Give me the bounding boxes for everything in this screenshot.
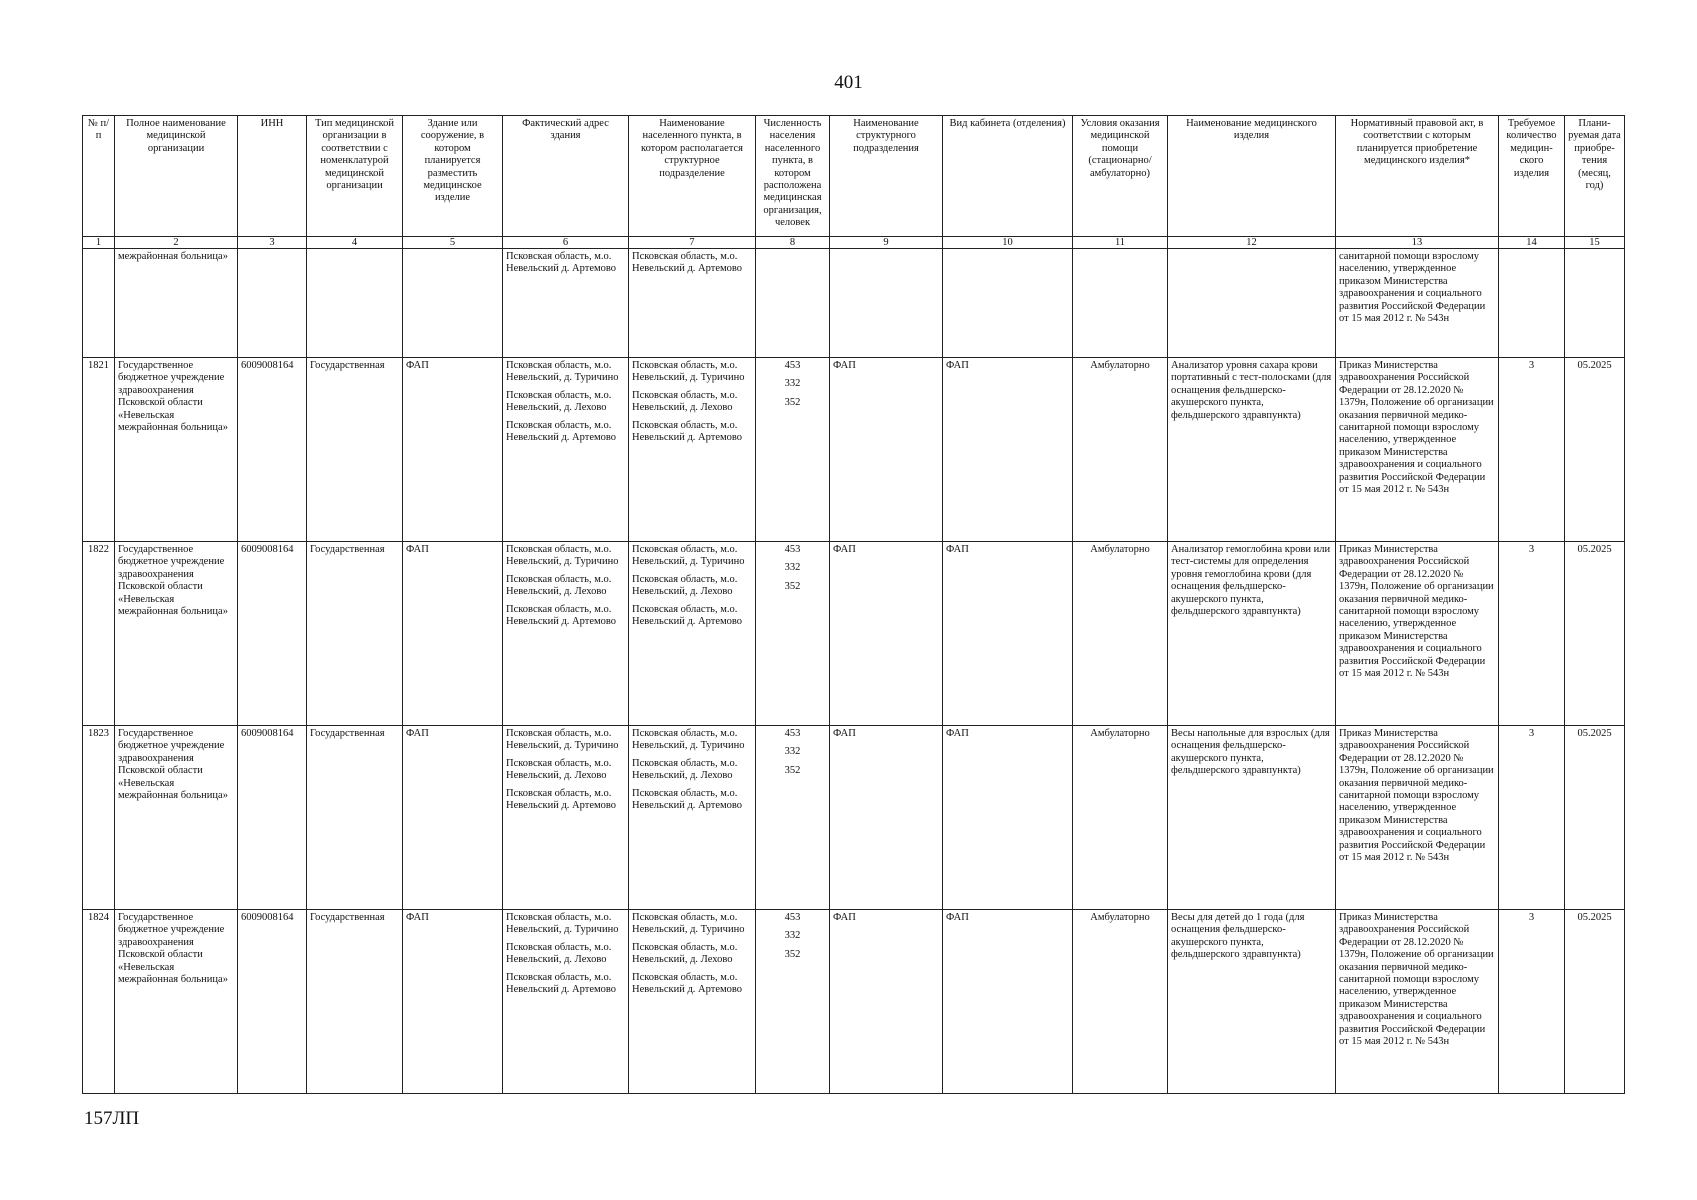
cell-cabinet [943,249,1073,358]
locality-line: Псковская область, м.о. Невельский, д. Туричино [632,544,745,568]
cell-num [83,249,115,358]
column-number: 6 [503,237,629,249]
locality-line: Псковская область, м.о. Невельский, д. Лехово [632,941,738,966]
cell-org: Государственное бюджетное учреждение здравоохранения Псковской области «Невельская межрайонная больница» [115,726,238,910]
page-number: 401 [834,72,863,93]
cell-type: Государственная [307,910,403,1094]
address-line: Псковская область, м.о. Невельский, д. Лехово [506,757,612,782]
column-number-row [83,237,1625,249]
cell-building: ФАП [403,910,503,1094]
address-line: Псковская область, м.о. Невельский д. Артемово [506,419,617,444]
column-header: Плани-руемая дата приобре-тения (месяц, год) [1565,116,1625,237]
cell-locality [629,542,756,726]
locality-line: Псковская область, м.о. Невельский, д. Туричино [632,360,745,384]
column-header: Фактический адрес здания [503,116,629,237]
population-value: 453 [784,728,801,739]
address-line: Псковская область, м.о. Невельский, д. Туричино [506,728,619,752]
cell-address [503,542,629,726]
locality-line: Псковская область, м.о. Невельский д. Артемово [632,971,743,996]
cell-num: 1821 [83,358,115,542]
population-value: 352 [784,948,801,960]
column-header: Наименование населенного пункта, в котором располагается структурное подразделение [629,116,756,237]
address-line: Псковская область, м.о. Невельский д. Артемово [506,787,617,812]
column-number: 10 [943,237,1073,249]
column-header: № п/п [83,116,115,237]
cell-population [756,910,830,1094]
cell-date [1565,249,1625,358]
address-line: Псковская область, м.о. Невельский, д. Туричино [506,360,619,384]
cell-date: 05.2025 [1565,910,1625,1094]
cell-qty: 3 [1499,358,1565,542]
population-value: 332 [784,378,801,390]
column-header: Нормативный правовой акт, в соответствии с которым планируется приобретение медицинского изделия* [1336,116,1499,237]
column-header: Наименование структурного подразделения [830,116,943,237]
cell-type: Государственная [307,542,403,726]
address-line: Псковская область, м.о. Невельский д. Артемово [506,971,617,996]
column-header: Вид кабинета (отделения) [943,116,1073,237]
cell-date: 05.2025 [1565,726,1625,910]
table-row [83,726,1625,910]
locality-line: Псковская область, м.о. Невельский, д. Туричино [632,912,745,936]
cell-population [756,542,830,726]
cell-num: 1824 [83,910,115,1094]
cell-inn [238,249,307,358]
cell-conditions: Амбулаторно [1073,542,1168,726]
address-line: Псковская область, м.о. Невельский, д. Туричино [506,544,619,568]
cell-subdivision: ФАП [830,358,943,542]
cell-org: межрайонная больница» [115,249,238,358]
locality-line: Псковская область, м.о. Невельский, д. Лехово [632,757,738,782]
column-number: 4 [307,237,403,249]
cell-address [503,726,629,910]
cell-act: Приказ Министерства здравоохранения Российской Федерации от 28.12.2020 № 1379н, Положение об организации оказания первичной медико-санитарной помощи взрослому населению, утвержденное приказом Министерства здравоохранения и социального развития Российской Федерации от 15 мая 2012 г. № 543н [1336,358,1499,542]
cell-act: санитарной помощи взрослому населению, утвержденное приказом Министерства здравоохранения и социального развития Российской Федерации от 15 мая 2012 г. № 543н [1336,249,1499,358]
cell-building [403,249,503,358]
header-row [83,116,1625,237]
cell-cabinet: ФАП [943,910,1073,1094]
address-line: Псковская область, м.о. Невельский, д. Туричино [506,912,619,936]
table-row [83,542,1625,726]
cell-qty: 3 [1499,726,1565,910]
equipment-registry-table [82,115,1625,1094]
column-number: 9 [830,237,943,249]
population-value: 332 [784,562,801,574]
column-header: ИНН [238,116,307,237]
cell-cabinet: ФАП [943,542,1073,726]
column-number: 13 [1336,237,1499,249]
cell-num: 1823 [83,726,115,910]
population-value: 352 [784,580,801,592]
column-header: Требуемое количество медицин-ского изделия [1499,116,1565,237]
cell-date: 05.2025 [1565,358,1625,542]
cell-subdivision: ФАП [830,910,943,1094]
cell-locality [629,726,756,910]
cell-address [503,358,629,542]
address-line: Псковская область, м.о. Невельский, д. Лехово [506,389,612,414]
column-header: Численность населения населенного пункта, в котором расположена медицинская организация, человек [756,116,830,237]
population-value: 352 [784,396,801,408]
cell-address: Псковская область, м.о. Невельский д. Артемово [503,249,629,358]
population-value: 453 [784,912,801,923]
column-header: Полное наименование медицинской организации [115,116,238,237]
cell-qty: 3 [1499,910,1565,1094]
population-value: 332 [784,930,801,942]
cell-building: ФАП [403,726,503,910]
locality-line: Псковская область, м.о. Невельский, д. Туричино [632,728,745,752]
table-row [83,358,1625,542]
cell-act: Приказ Министерства здравоохранения Российской Федерации от 28.12.2020 № 1379н, Положение об организации оказания первичной медико-санитарной помощи взрослому населению, утвержденное приказом Министерства здравоохранения и социального развития Российской Федерации от 15 мая 2012 г. № 543н [1336,910,1499,1094]
cell-building: ФАП [403,542,503,726]
column-number: 11 [1073,237,1168,249]
column-number: 14 [1499,237,1565,249]
column-number: 12 [1168,237,1336,249]
cell-date: 05.2025 [1565,542,1625,726]
cell-conditions: Амбулаторно [1073,910,1168,1094]
cell-type: Государственная [307,726,403,910]
cell-conditions: Амбулаторно [1073,358,1168,542]
column-number: 2 [115,237,238,249]
cell-inn: 6009008164 [238,542,307,726]
cell-subdivision: ФАП [830,726,943,910]
cell-conditions: Амбулаторно [1073,726,1168,910]
column-header: Тип медицинской организации в соответствии с номенклатурой медицинской организации [307,116,403,237]
cell-device: Весы для детей до 1 года (для оснащения фельдшерско-акушерского пункта, фельдшерского здравпункта) [1168,910,1336,1094]
cell-type [307,249,403,358]
locality-line: Псковская область, м.о. Невельский д. Артемово [632,787,743,812]
cell-inn: 6009008164 [238,726,307,910]
table-row [83,910,1625,1094]
continuation-row [83,249,1625,358]
cell-cabinet: ФАП [943,726,1073,910]
population-value: 453 [784,544,801,555]
cell-type: Государственная [307,358,403,542]
population-value: 332 [784,746,801,758]
locality-line: Псковская область, м.о. Невельский, д. Лехово [632,389,738,414]
column-header: Наименование медицинского изделия [1168,116,1336,237]
address-line: Псковская область, м.о. Невельский, д. Лехово [506,941,612,966]
cell-address [503,910,629,1094]
cell-act: Приказ Министерства здравоохранения Российской Федерации от 28.12.2020 № 1379н, Положение об организации оказания первичной медико-санитарной помощи взрослому населению, утвержденное приказом Министерства здравоохранения и социального развития Российской Федерации от 15 мая 2012 г. № 543н [1336,542,1499,726]
cell-population [756,726,830,910]
column-number: 7 [629,237,756,249]
cell-device: Анализатор гемоглобина крови или тест-системы для определения уровня гемоглобина крови (для оснащения фельдшерско-акушерского пункта, фельдшерского здравпункта) [1168,542,1336,726]
cell-org: Государственное бюджетное учреждение здравоохранения Псковской области «Невельская межрайонная больница» [115,542,238,726]
cell-act: Приказ Министерства здравоохранения Российской Федерации от 28.12.2020 № 1379н, Положение об организации оказания первичной медико-санитарной помощи взрослому населению, утвержденное приказом Министерства здравоохранения и социального развития Российской Федерации от 15 мая 2012 г. № 543н [1336,726,1499,910]
column-header: Здание или сооружение, в котором планируется разместить медицинское изделие [403,116,503,237]
cell-cabinet: ФАП [943,358,1073,542]
population-value: 453 [784,360,801,371]
column-number: 15 [1565,237,1625,249]
address-line: Псковская область, м.о. Невельский, д. Лехово [506,573,612,598]
locality-line: Псковская область, м.о. Невельский д. Артемово [632,419,743,444]
address-line: Псковская область, м.о. Невельский д. Артемово [506,603,617,628]
column-number: 3 [238,237,307,249]
population-value: 352 [784,764,801,776]
column-number: 5 [403,237,503,249]
cell-locality: Псковская область, м.о. Невельский д. Артемово [629,249,756,358]
cell-inn: 6009008164 [238,910,307,1094]
cell-org: Государственное бюджетное учреждение здравоохранения Псковской области «Невельская межрайонная больница» [115,910,238,1094]
cell-subdivision: ФАП [830,542,943,726]
locality-line: Псковская область, м.о. Невельский, д. Лехово [632,573,738,598]
column-header: Условия оказания медицинской помощи (стационарно/ амбулаторно) [1073,116,1168,237]
locality-line: Псковская область, м.о. Невельский д. Артемово [632,603,743,628]
cell-org: Государственное бюджетное учреждение здравоохранения Псковской области «Невельская межрайонная больница» [115,358,238,542]
cell-locality [629,358,756,542]
cell-qty: 3 [1499,542,1565,726]
column-number: 8 [756,237,830,249]
cell-device: Анализатор уровня сахара крови портативный с тест-полосками (для оснащения фельдшерско-акушерского пункта, фельдшерского здравпункта) [1168,358,1336,542]
cell-inn: 6009008164 [238,358,307,542]
cell-qty [1499,249,1565,358]
cell-locality [629,910,756,1094]
cell-population [756,358,830,542]
cell-population [756,249,830,358]
cell-device [1168,249,1336,358]
cell-building: ФАП [403,358,503,542]
footer-code: 157ЛП [84,1108,140,1129]
cell-device: Весы напольные для взрослых (для оснащения фельдшерско-акушерского пункта, фельдшерского здравпункта) [1168,726,1336,910]
cell-subdivision [830,249,943,358]
column-number: 1 [83,237,115,249]
cell-conditions [1073,249,1168,358]
cell-num: 1822 [83,542,115,726]
